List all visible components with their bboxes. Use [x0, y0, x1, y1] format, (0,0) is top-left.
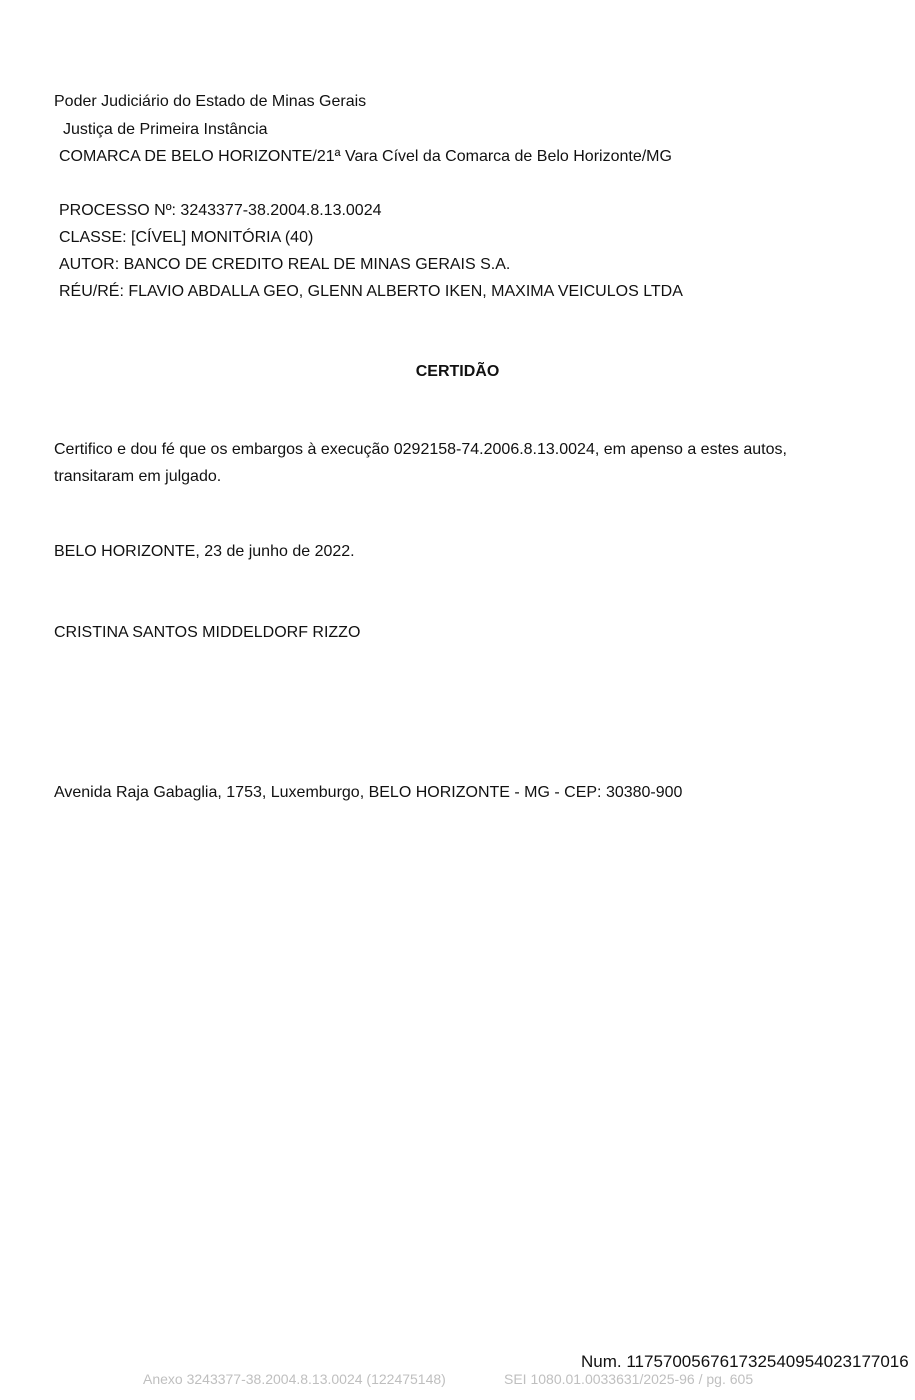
court-name: Poder Judiciário do Estado de Minas Gerais	[54, 93, 367, 110]
document-title: CERTIDÃO	[415, 363, 500, 380]
court-district: COMARCA DE BELO HORIZONTE/21ª Vara Cível da Comarca de Belo Horizonte/MG	[59, 148, 672, 165]
process-number: PROCESSO Nº: 3243377-38.2004.8.13.0024	[59, 202, 382, 219]
court-instance: Justiça de Primeira Instância	[63, 121, 268, 138]
court-address: Avenida Raja Gabaglia, 1753, Luxemburgo, BELO HORIZONTE - MG - CEP: 30380-900	[54, 784, 683, 801]
document-number: Num. 117570056761732540954023177016	[581, 1352, 909, 1371]
process-author: AUTOR: BANCO DE CREDITO REAL DE MINAS GERAIS S.A.	[59, 256, 511, 273]
sei-page-reference: SEI 1080.01.0033631/2025-96 / pg. 605	[504, 1371, 754, 1387]
annex-reference: Anexo 3243377-38.2004.8.13.0024 (122475148)	[143, 1371, 446, 1387]
process-class: CLASSE: [CÍVEL] MONITÓRIA (40)	[59, 229, 314, 246]
certificate-text-line-1: Certifico e dou fé que os embargos à execução 0292158-74.2006.8.13.0024, em apenso a estes autos,	[54, 441, 787, 458]
process-defendant: RÉU/RÉ: FLAVIO ABDALLA GEO, GLENN ALBERTO IKEN, MAXIMA VEICULOS LTDA	[59, 283, 683, 300]
signer-name: CRISTINA SANTOS MIDDELDORF RIZZO	[54, 624, 361, 641]
place-and-date: BELO HORIZONTE, 23 de junho de 2022.	[54, 543, 355, 560]
certificate-text-line-2: transitaram em julgado.	[54, 468, 222, 485]
